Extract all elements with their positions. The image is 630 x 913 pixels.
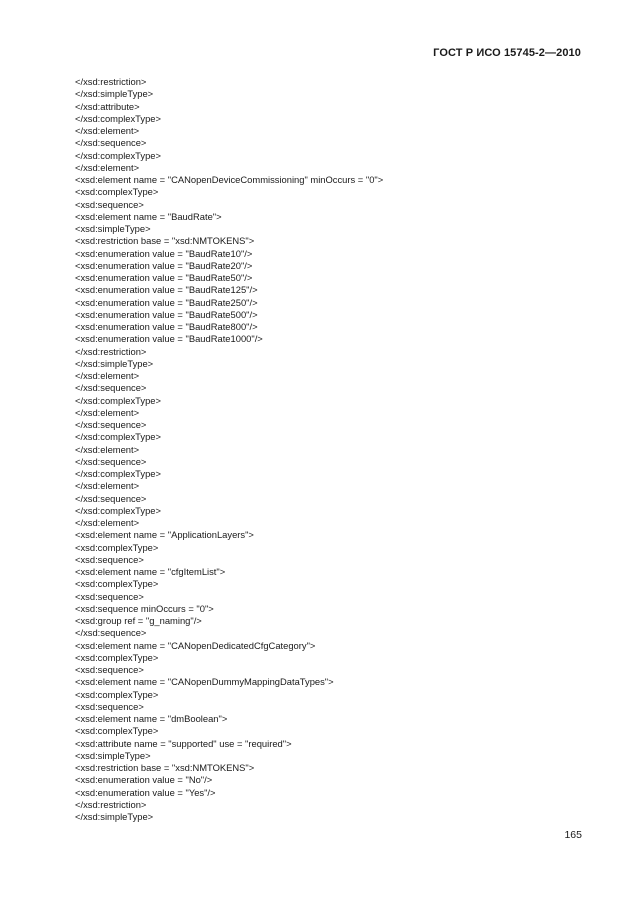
code-line: </xsd:restriction>	[75, 345, 147, 357]
code-line: </xsd:complexType>	[75, 468, 161, 479]
code-line: </xsd:element>	[75, 406, 140, 418]
code-line: <xsd:element name = "CANopenDeviceCommissioning" minOccurs = "0">	[75, 174, 384, 185]
code-line: <xsd:simpleType>	[75, 749, 151, 761]
code-line: </xsd:attribute>	[75, 100, 140, 112]
code-line: <xsd:enumeration value = "BaudRate125"/>	[75, 284, 258, 296]
code-line: <xsd:enumeration value = "BaudRate1000"/>	[75, 333, 263, 345]
page-number: 165	[564, 829, 582, 841]
code-line: <xsd:complexType>	[75, 578, 159, 590]
code-line: <xsd:sequence>	[75, 198, 144, 210]
code-line: <xsd:sequence minOccurs = "0">	[75, 602, 214, 614]
code-line: </xsd:complexType>	[75, 394, 161, 406]
code-line: <xsd:enumeration value = "BaudRate20"/>	[75, 259, 253, 271]
code-line: </xsd:element>	[75, 480, 140, 492]
code-line: </xsd:sequence>	[75, 137, 147, 149]
code-line: <xsd:enumeration value = "BaudRate500"/>	[75, 308, 258, 320]
code-line: <xsd:attribute name = "supported" use = "required">	[75, 737, 292, 749]
code-line: <xsd:enumeration value = "BaudRate250"/>	[75, 296, 258, 308]
code-line: </xsd:restriction>	[75, 76, 147, 87]
code-line: <xsd:enumeration value = "No"/>	[75, 774, 213, 786]
code-line: <xsd:enumeration value = "BaudRate50"/>	[75, 272, 253, 283]
code-line: </xsd:element>	[75, 125, 140, 136]
code-line: <xsd:sequence>	[75, 553, 144, 565]
code-line: <xsd:element name = "BaudRate">	[75, 210, 222, 222]
code-line: </xsd:simpleType>	[75, 811, 154, 822]
code-line: <xsd:element name = "CANopenDedicatedCfgCategory">	[75, 639, 316, 651]
code-line: </xsd:simpleType>	[75, 357, 154, 369]
code-line: <xsd:sequence>	[75, 700, 144, 712]
code-line: <xsd:enumeration value = "BaudRate10"/>	[75, 247, 253, 259]
code-line: <xsd:sequence>	[75, 590, 144, 602]
code-line: <xsd:simpleType>	[75, 223, 151, 234]
code-line: <xsd:element name = "CANopenDummyMappingDataTypes">	[75, 676, 334, 688]
xsd-code-listing	[75, 76, 575, 823]
code-line: </xsd:sequence>	[75, 492, 147, 504]
code-line: <xsd:element name = "cfgItemList">	[75, 566, 226, 577]
code-line: <xsd:element name = "dmBoolean">	[75, 713, 228, 724]
code-line: <xsd:enumeration value = "Yes"/>	[75, 786, 216, 798]
code-line: <xsd:restriction base = "xsd:NMTOKENS">	[75, 762, 255, 773]
code-line: </xsd:sequence>	[75, 455, 147, 467]
code-line: </xsd:complexType>	[75, 112, 161, 124]
code-line: </xsd:complexType>	[75, 149, 161, 161]
code-line: </xsd:sequence>	[75, 382, 147, 394]
code-line: </xsd:element>	[75, 517, 140, 528]
code-line: <xsd:complexType>	[75, 651, 159, 663]
code-line: </xsd:sequence>	[75, 627, 147, 639]
code-line: <xsd:element name = "ApplicationLayers">	[75, 529, 254, 541]
code-line: </xsd:element>	[75, 443, 140, 455]
code-line: </xsd:complexType>	[75, 431, 161, 443]
code-line: </xsd:element>	[75, 370, 140, 381]
code-line: </xsd:simpleType>	[75, 88, 154, 100]
code-line: <xsd:restriction base = "xsd:NMTOKENS">	[75, 235, 255, 247]
code-line: </xsd:sequence>	[75, 419, 147, 430]
code-line: </xsd:complexType>	[75, 504, 161, 516]
document-header-standard: ГОСТ Р ИСО 15745-2—2010	[433, 47, 581, 59]
code-line: <xsd:complexType>	[75, 688, 159, 700]
code-line: <xsd:complexType>	[75, 541, 159, 553]
code-line: <xsd:group ref = "g_naming"/>	[75, 615, 202, 626]
code-line: </xsd:restriction>	[75, 798, 147, 810]
code-line: <xsd:complexType>	[75, 725, 159, 737]
code-line: <xsd:enumeration value = "BaudRate800"/>	[75, 321, 258, 332]
code-line: <xsd:sequence>	[75, 664, 144, 675]
code-line: <xsd:complexType>	[75, 186, 159, 198]
code-line: </xsd:element>	[75, 161, 140, 173]
